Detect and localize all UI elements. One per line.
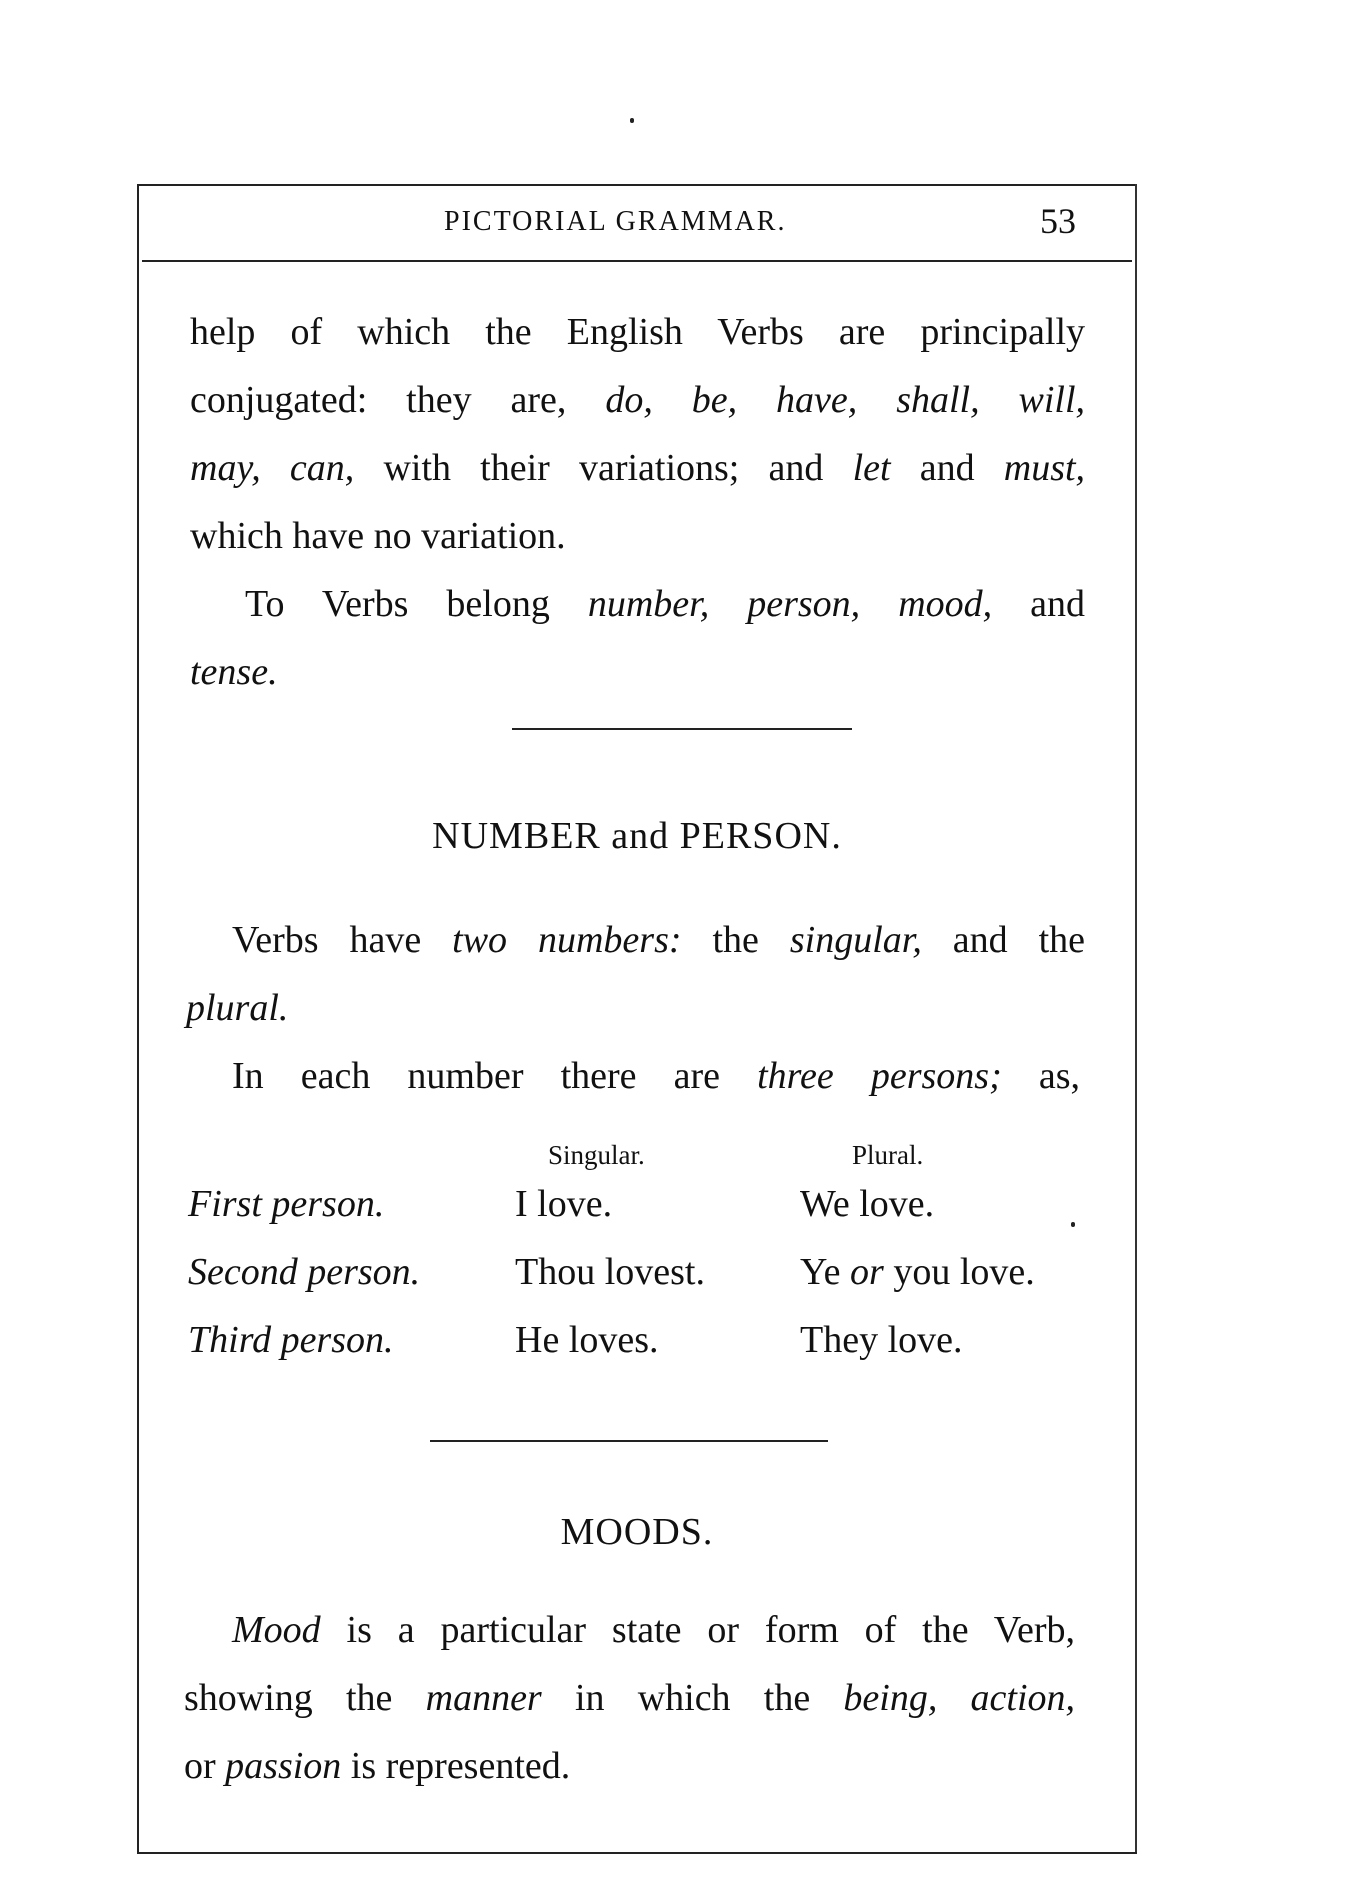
italic-word: shall, [896,379,980,421]
italic-word: being, [843,1677,938,1719]
italic-word: Second person. [188,1251,421,1293]
text-line [232,1042,1080,1110]
italic-word: let [852,447,891,489]
text-line [190,366,1085,434]
text-span: To Verbs belong [245,583,550,625]
italic-word: number, [587,583,710,625]
text-span: and [919,447,975,489]
italic-word: can, [289,447,355,489]
text-line [245,570,1085,638]
frame-bottom-border [137,1852,1137,1854]
italic-word: mood, [898,583,993,625]
text-span: you love. [893,1251,1035,1293]
text-span: showing the [184,1677,393,1719]
header-rule [142,260,1132,262]
column-header-plural: Plural. [852,1140,924,1170]
print-speck [630,118,634,123]
italic-word: three persons; [757,1055,1002,1097]
singular-form: I love. [515,1183,613,1225]
italic-word: two numbers: [452,919,682,961]
text-line [232,1596,1075,1664]
text-line [232,906,1085,974]
italic-word: or [850,1251,884,1293]
text-line: help of which the English Verbs are principally [190,311,1085,353]
text-span: in which the [574,1677,811,1719]
italic-word: have, [776,379,858,421]
text-line: which have no variation. [190,515,566,557]
text-span: Verbs have [232,919,422,961]
italic-word: singular, [789,919,922,961]
text-span: with their variations; and [383,447,824,489]
italic-word: will, [1018,379,1086,421]
italic-word: tense. [190,651,278,693]
text-span: Ye [800,1251,841,1293]
text-line [184,1664,1075,1732]
italic-word: may, [190,447,261,489]
italic-word: passion [225,1745,342,1787]
text-span: as, [1038,1055,1080,1097]
frame-top-border [137,184,1137,186]
italic-word: Third person. [188,1319,394,1361]
section-divider [512,728,852,730]
text-line [190,434,1085,502]
singular-form: He loves. [515,1319,659,1361]
section-heading-moods: MOODS. [560,1511,714,1553]
section-divider [430,1440,828,1442]
text-span: or [184,1745,216,1787]
text-line [190,638,1085,706]
italic-word: plural. [186,987,289,1029]
running-title: PICTORIAL GRAMMAR. [444,206,787,237]
person-label [188,1318,394,1362]
text-span: is represented. [350,1745,571,1787]
italic-word: must, [1003,447,1086,489]
italic-word: do, [605,379,653,421]
text-span: and [1030,583,1086,625]
text-span: In each number there are [232,1055,721,1097]
italic-word: action, [970,1677,1076,1719]
text-span: conjugated: they are, [190,379,606,421]
frame-right-border [1135,184,1137,1854]
print-speck [1071,1222,1075,1227]
italic-word: manner [425,1677,542,1719]
italic-word: person, [747,583,861,625]
plural-form [800,1250,1035,1294]
column-header-singular: Singular. [548,1140,645,1170]
person-label [188,1182,384,1226]
text-span: the [712,919,759,961]
text-line [184,1732,1079,1800]
page-number: 53 [1040,201,1076,241]
text-span: and the [952,919,1086,961]
section-heading-number-person: NUMBER and PERSON. [432,815,842,857]
italic-word: Mood [232,1609,321,1651]
text-span: is a particular state or form of the Verb, [346,1609,1076,1651]
italic-word: First person. [188,1183,385,1225]
text-line [186,974,1081,1042]
person-label [188,1250,420,1294]
plural-form: They love. [800,1319,963,1361]
plural-form: We love. [800,1183,935,1225]
frame-left-border [137,184,139,1854]
italic-word: be, [691,379,738,421]
singular-form: Thou lovest. [515,1251,705,1293]
